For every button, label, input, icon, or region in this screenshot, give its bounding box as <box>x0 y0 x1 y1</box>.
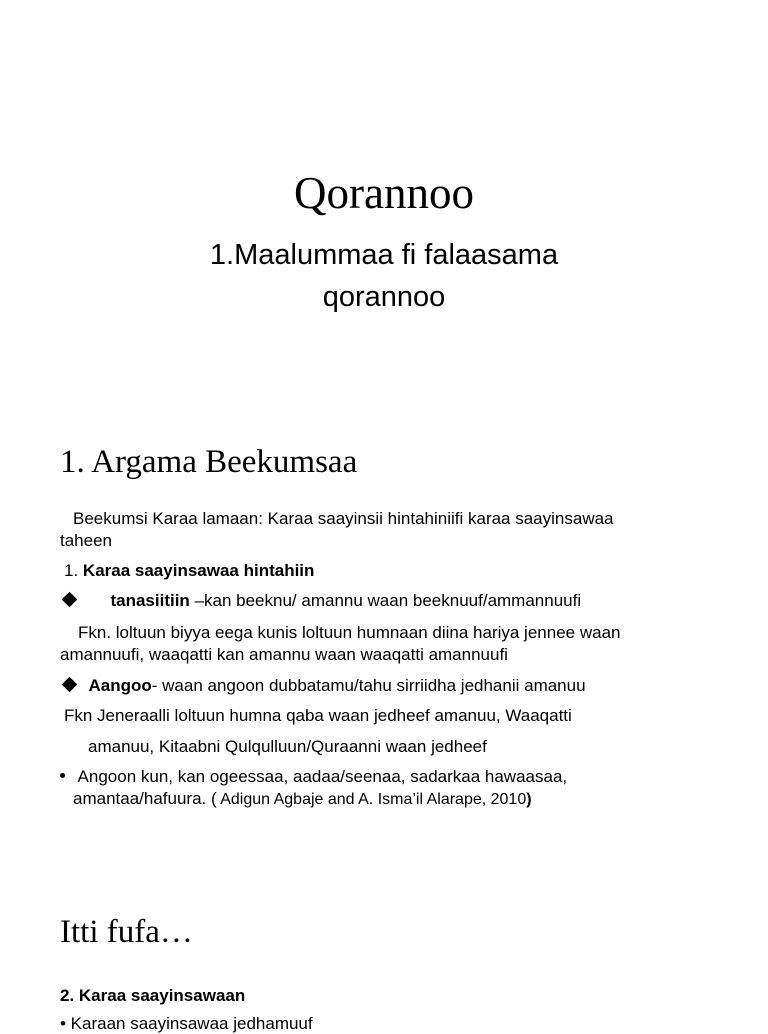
citation: Adigun Agbaje and A. Isma’il Alarape, 2010 <box>216 791 527 808</box>
slide2-title: 1. Argama Beekumsaa <box>60 444 358 480</box>
fkn2-line1: Fkn Jeneraalli loltuun humna qaba waan jedheef amanuu, Waaqatti <box>64 706 572 725</box>
diamond-bullet-icon <box>62 592 78 608</box>
diamond-bullet-icon <box>62 677 78 693</box>
fkn2-line2: amanuu, Kitaabni Qulqulluun/Quraanni waan jedheef <box>88 737 487 756</box>
aangoo-row <box>64 675 586 696</box>
intro-line1: Beekumsi Karaa lamaan: Karaa saayinsii hintahiniifi karaa saayinsawaa <box>73 509 614 528</box>
fkn1-line1: Fkn. loltuun biyya eega kunis loltuun humnaan diina hariya jennee waan <box>78 623 621 642</box>
aangoo-term: Aangoo <box>88 676 152 695</box>
slide1-subtitle-line2: qorannoo <box>322 281 446 313</box>
slide1-subtitle-line1: 1.Maalummaa fi falaasama <box>209 239 559 271</box>
slide1-title: Qorannoo <box>294 168 474 218</box>
list-item-1-number: 1. <box>64 561 79 580</box>
tanasiitiin-description: –kan beeknu/ amannu waan beeknuuf/ammannuufi <box>194 591 582 610</box>
tanasiitiin-row <box>64 590 581 611</box>
citation-close: ) <box>526 791 532 808</box>
partial-line: • Karaan saayinsawaa jedhamuuf <box>60 1014 313 1033</box>
list-item-2: 2. Karaa saayinsawaan <box>60 986 246 1005</box>
angoon-line2 <box>73 788 532 810</box>
angoon-bullet-row <box>60 766 567 787</box>
list-item-1-label: Karaa saayinsawaa hintahiin <box>82 561 315 580</box>
intro-line2: taheen <box>60 531 112 550</box>
tanasiitiin-term: tanasiitiin <box>110 591 190 610</box>
angoon-line1: Angoon kun, kan ogeessaa, aadaa/seenaa, sadarkaa hawaasaa, <box>77 767 568 786</box>
slide1-subtitle <box>0 234 768 318</box>
fkn1-line2: amannuufi, waaqatti kan amannu waan waaqatti amannuufi <box>60 645 508 664</box>
aangoo-description: - waan angoon dubbatamu/tahu sirriidha jedhanii amanuu <box>151 676 586 695</box>
bullet-dot-icon <box>60 773 65 778</box>
list-item-1 <box>64 560 314 581</box>
angoon-line2-prefix: amantaa/hafuura. ( <box>73 789 217 808</box>
slide3-title: Itti fufa… <box>60 914 193 950</box>
